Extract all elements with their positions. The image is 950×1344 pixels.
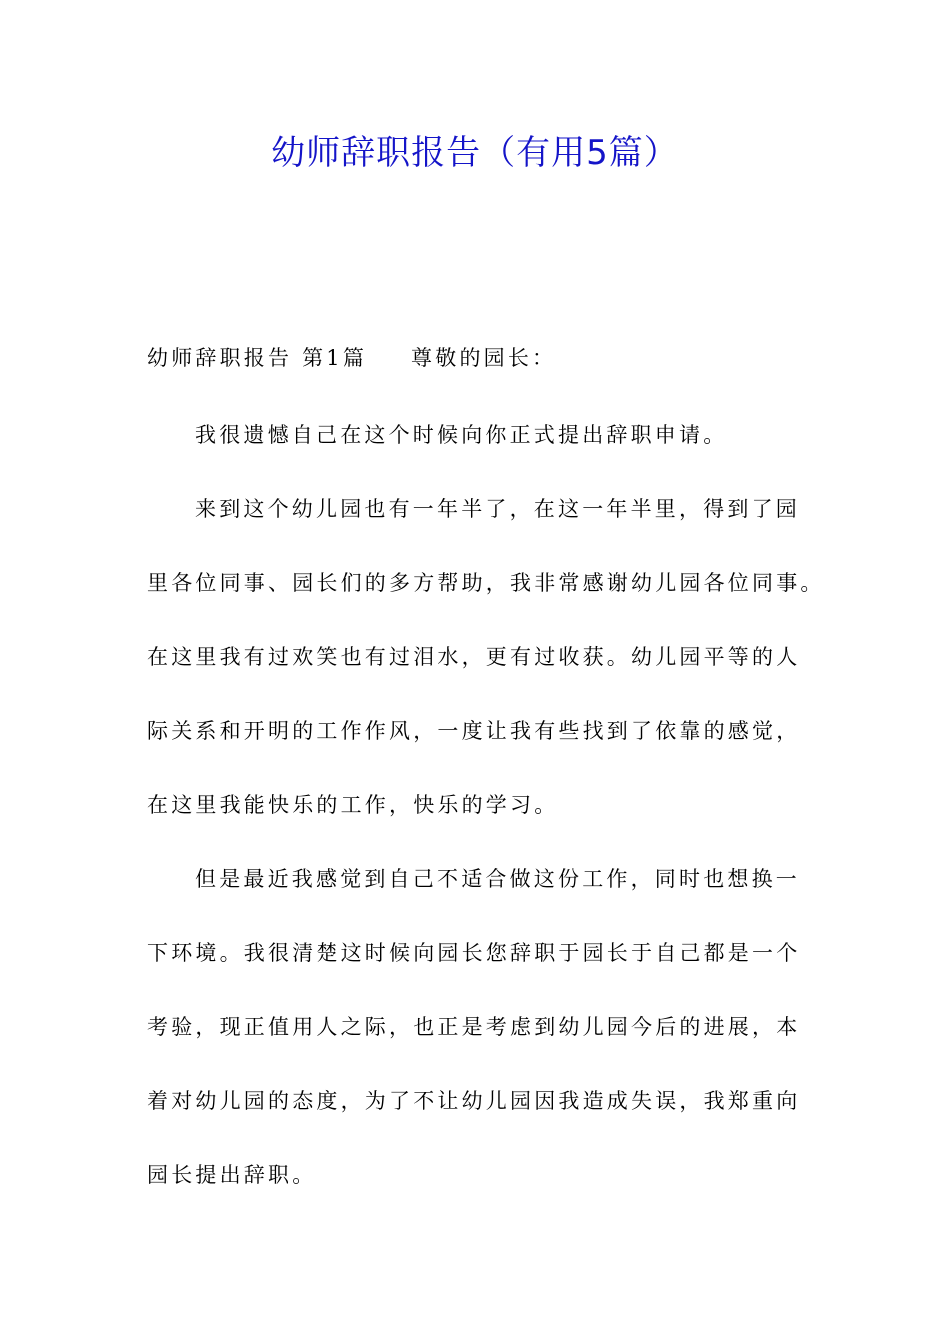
section-heading: 幼师辞职报告 第1篇 xyxy=(147,346,368,370)
paragraph-1-line-1: 我很遗憾自己在这个时候向你正式提出辞职申请。 xyxy=(195,423,728,447)
paragraph-3-line-4: 着对幼儿园的态度，为了不让幼儿园因我造成失误，我郑重向 xyxy=(147,1089,801,1113)
paragraph-3-line-2: 下环境。我很清楚这时候向园长您辞职于园长于自己都是一个 xyxy=(147,941,801,965)
paragraph-2-line-4: 际关系和开明的工作作风，一度让我有些找到了依靠的感觉， xyxy=(147,719,801,743)
paragraph-2-line-5: 在这里我能快乐的工作，快乐的学习。 xyxy=(147,793,559,817)
paragraph-3-line-3: 考验，现正值用人之际，也正是考虑到幼儿园今后的进展，本 xyxy=(147,1015,801,1039)
salutation: 尊敬的园长： xyxy=(411,346,557,370)
document-title: 幼师辞职报告（有用5篇） xyxy=(271,133,679,173)
paragraph-2-line-2: 里各位同事、园长们的多方帮助，我非常感谢幼儿园各位同事。 xyxy=(147,571,825,595)
paragraph-2-line-1: 来到这个幼儿园也有一年半了，在这一年半里，得到了园 xyxy=(195,497,800,521)
paragraph-2-line-3: 在这里我有过欢笑也有过泪水，更有过收获。幼儿园平等的人 xyxy=(147,645,801,669)
section-heading-line xyxy=(147,342,556,374)
paragraph-3-line-1: 但是最近我感觉到自己不适合做这份工作，同时也想换一 xyxy=(195,867,800,891)
paragraph-3-line-5: 园长提出辞职。 xyxy=(147,1163,317,1187)
